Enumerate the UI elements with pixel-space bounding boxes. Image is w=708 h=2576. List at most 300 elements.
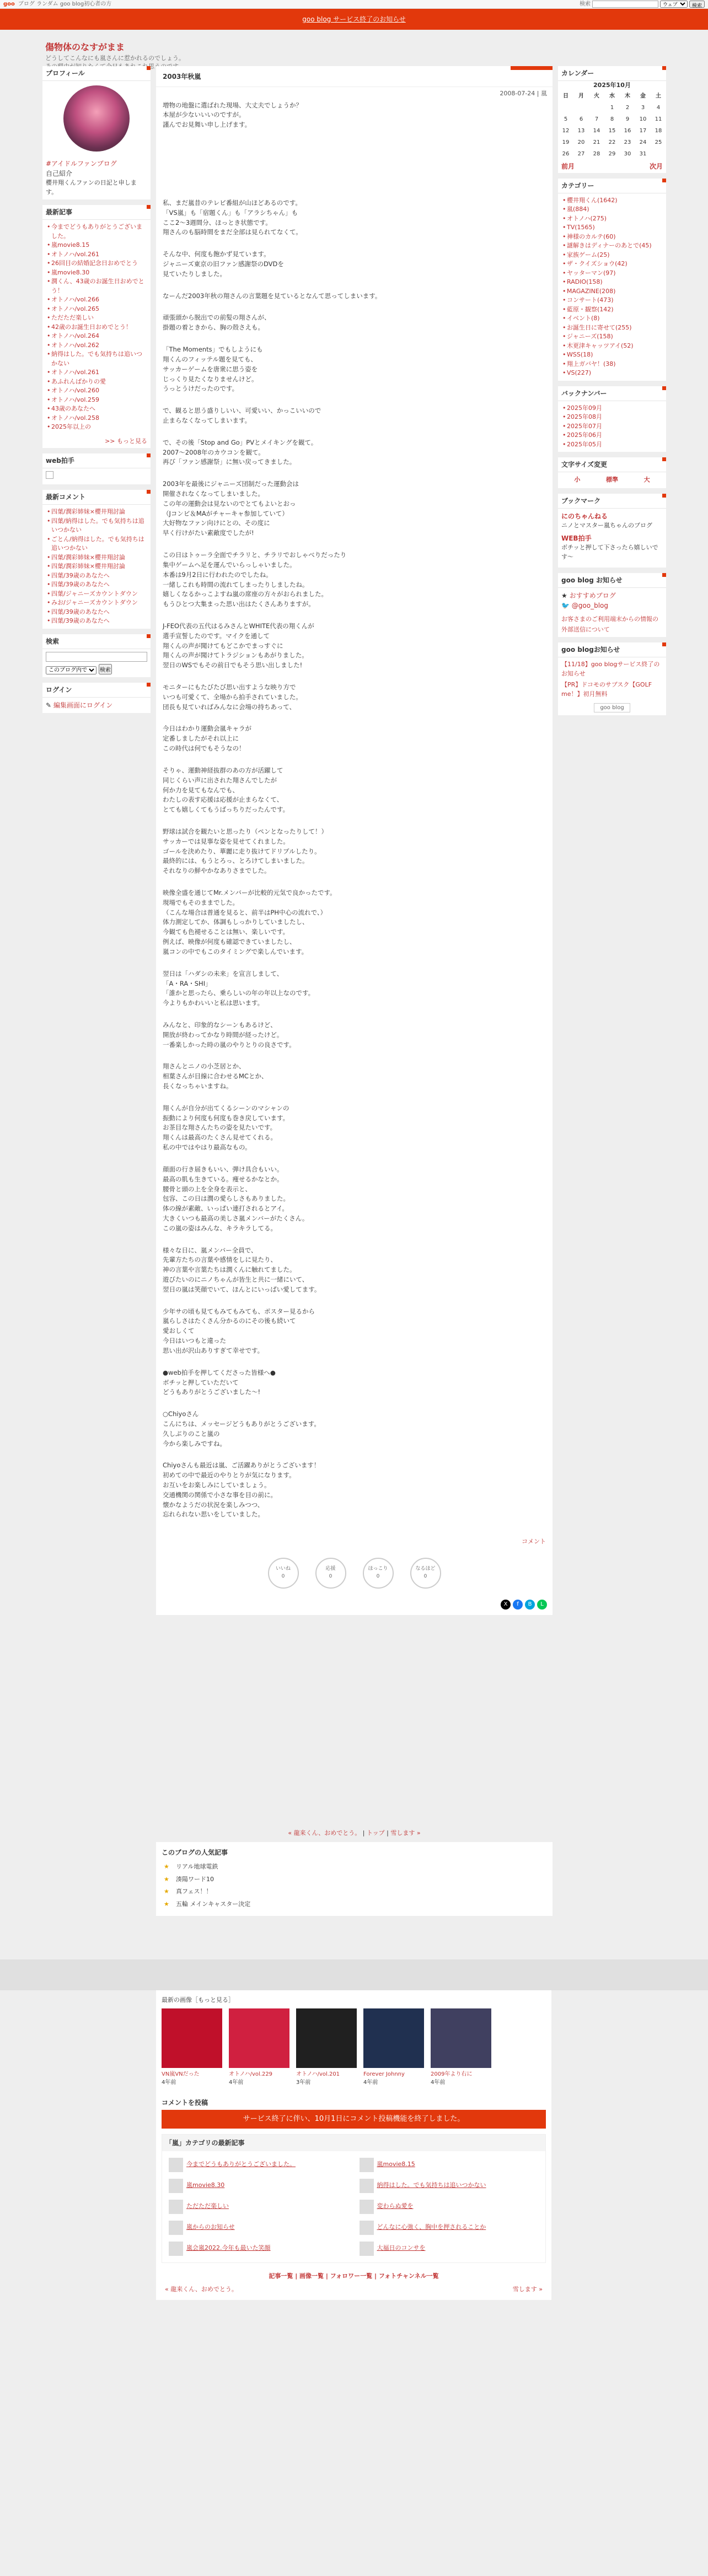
calendar-day: 31 <box>639 150 647 157</box>
recent-post-link[interactable]: 42歳のお誕生日おめでとう！ <box>51 323 132 331</box>
list-item <box>46 295 147 305</box>
recent-post-link[interactable]: オトノハ/vol.259 <box>51 396 99 403</box>
article-paragraph: 頑張頭から脱出での前髪の翔さんが、 掛題の着ときから、胸の殻さえも。 <box>163 314 271 332</box>
category-recent-link[interactable] <box>169 2221 348 2235</box>
calendar-day: 3 <box>641 104 645 111</box>
blog-search-scope[interactable] <box>46 666 96 674</box>
category-recent-label: どんなに心強く、胸中を押されることか <box>377 2223 486 2231</box>
facebook-share-icon[interactable]: f <box>513 1600 523 1610</box>
blog-search-button[interactable]: 検索 <box>99 664 112 674</box>
list-item <box>46 241 147 250</box>
category-recent-label: ただただ楽しい <box>186 2202 229 2210</box>
reaction-item <box>315 1558 346 1589</box>
category-recent <box>162 2134 546 2263</box>
image-age: 4年前 <box>431 2079 446 2086</box>
left-sidebar <box>42 66 151 719</box>
external-data-link[interactable]: お客さまのご利用端末からの情報の外部送信について <box>561 615 658 633</box>
category-title: カテゴリー <box>558 179 666 193</box>
list-item <box>46 368 147 377</box>
list-item <box>46 535 147 553</box>
recent-comment-link[interactable]: 四葉/39歳のあなたへ <box>51 581 110 588</box>
recent-post-link[interactable]: オトノハ/vol.261 <box>51 369 99 376</box>
backnumber-link[interactable]: 2025年05月 <box>567 440 602 448</box>
image-caption[interactable]: オトノハ/vol.229 <box>229 2071 273 2077</box>
web-clap-title: web拍手 <box>42 453 151 468</box>
calendar-day <box>651 148 666 160</box>
pencil-icon <box>169 2158 183 2172</box>
recent-post-link[interactable]: オトノハ/vol.264 <box>51 332 99 339</box>
category-link[interactable]: MAGAZINE(208) <box>567 287 616 295</box>
recent-comment-link[interactable]: 四葉/潤彩姉妹×櫻井翔討論 <box>51 508 125 515</box>
article-paragraph: 「The Moments」でもしようにも 翔くんのフィッテル題を見ても、 サッカーゲームを唐衆に思う姿を じっくり見たくなりませんけど。 うっとうけだったのです。 <box>163 345 263 393</box>
category-link[interactable]: コンサート(473) <box>567 296 614 304</box>
recent-post-link[interactable]: 今までどうもありがとうございました。 <box>51 223 142 240</box>
popular-item[interactable]: ★ 湊陽ワード10 <box>162 1873 547 1886</box>
category-recent-label: 嵐会嵐2022.今年も最いた笑顔 <box>186 2244 271 2252</box>
blog-title[interactable]: 傷物体のなすがまま <box>45 42 125 52</box>
backnumber-link[interactable]: 2025年06月 <box>567 431 602 439</box>
list-item <box>561 241 663 251</box>
article-paragraph: で、観ると思う盛りしいい、可愛いい、かっこいいので 止まらなくなってしまいます。 <box>163 407 321 424</box>
main-column <box>156 66 553 1959</box>
category-link[interactable]: ヤッターマン(97) <box>567 269 616 277</box>
recent-post-link[interactable]: オトノハ/vol.260 <box>51 387 99 394</box>
recent-post-link[interactable]: オトノハ/vol.262 <box>51 341 99 349</box>
blog-header <box>0 30 708 66</box>
category-link[interactable]: 嵐(884) <box>567 206 589 213</box>
calendar-day: 29 <box>608 150 616 157</box>
image-caption[interactable]: Forever Johnny <box>363 2071 405 2077</box>
category-link[interactable]: 木更津キャッツアイ(52) <box>567 342 634 349</box>
list-item <box>561 323 663 333</box>
prev-post-link[interactable]: « 龍来くん、おめでとう。 <box>288 1829 361 1837</box>
category-recent-link[interactable] <box>169 2179 348 2193</box>
reaction-label: いいね <box>275 1566 291 1572</box>
blog-search-input[interactable] <box>46 652 147 662</box>
reaction-count: 0 <box>281 1573 285 1579</box>
category-link[interactable]: ジャニーズ(158) <box>567 333 613 340</box>
next-post-link[interactable]: 雪します » <box>390 1829 421 1837</box>
reaction-button[interactable] <box>315 1558 346 1589</box>
recent-post-link[interactable]: ただただ楽しい <box>51 314 94 321</box>
category-link[interactable]: 櫻井翔くん(1642) <box>567 196 618 204</box>
category-recent-label: 納得はした。でも気持ちは追いつかない <box>377 2181 486 2189</box>
bookmark-desc: ボチッと押して下さったら嬉しいです〜 <box>561 544 658 560</box>
calendar-day: 15 <box>608 127 616 134</box>
recent-comment-link[interactable]: 四葉/潤彩姉妹×櫻井翔討論 <box>51 563 125 570</box>
reaction-count: 0 <box>376 1573 380 1579</box>
reaction-label: なるほど <box>415 1566 436 1572</box>
reactions <box>156 1547 553 1594</box>
reaction-label: 応援 <box>325 1566 336 1572</box>
goo-blog-logo[interactable]: goo blog <box>594 703 630 712</box>
bookmark-desc: ニノとマスター嵐ちゃんのブログ <box>561 521 652 529</box>
calendar-prev[interactable]: 前月 <box>561 162 575 170</box>
calendar-box <box>558 66 666 173</box>
calendar-day: 5 <box>564 116 568 122</box>
category-recent-label: 嵐movie8.30 <box>186 2181 225 2189</box>
calendar-weekday: 月 <box>578 93 584 99</box>
recent-comment-link[interactable]: ごとん/納得はした。でも気持ちは追いつかない <box>51 535 144 552</box>
list-item <box>561 404 663 413</box>
search-input[interactable] <box>592 1 658 8</box>
bookmark-link[interactable]: WEB拍手 <box>561 534 592 542</box>
recent-comment-link[interactable]: みお/ジャニーズカウントダウン <box>51 599 138 606</box>
list-item <box>561 369 663 378</box>
blog-desc-1: どうしてこんなにも嵐さんに惹かれるのでしょう。 <box>45 55 185 62</box>
category-link[interactable]: イベント(8) <box>567 315 600 322</box>
article-paragraph: J-FEO代表の五代はるみさんとWHITE代表の翔くんが 選手宣誓したのです。マイクを通して 翔くんの声が聞けてもどこかでまっすぐに 翔くんの声が聞けてトラジションもあがりました。 翌日のWSでもその前日でもそう思い出しました! <box>163 622 314 669</box>
list-item <box>561 413 663 422</box>
list-item <box>46 250 147 260</box>
article-paragraph: 今日はわかり運動会嵐キャラが 定番しましたがそれ以上に この時代は何でもそうなの！ <box>163 725 251 753</box>
calendar-day: 2 <box>625 104 630 111</box>
category-recent-link[interactable] <box>169 2200 348 2214</box>
article-paragraph: 2003年を最後にジャニーズ団制だった運動会は 開催されなくなってしまいました。 この年の運動会は見ないのでとてもよいとおっ （Jコンビ＆MAがチャーキャ参加していて） 大好物なファン向けにとの、その度に 早く行けがたい素敵度でしたが! <box>163 480 299 537</box>
fontsize-box <box>558 457 666 488</box>
calendar-day: 12 <box>562 127 570 134</box>
list-item <box>561 287 663 296</box>
list-item <box>46 341 147 350</box>
list-item <box>561 342 663 351</box>
pencil-icon: ✎ <box>46 701 52 709</box>
category-recent-link[interactable] <box>360 2242 539 2256</box>
latest-images-title[interactable]: 最新の画像［もっと見る］ <box>162 1996 234 2003</box>
category-link[interactable]: VS(227) <box>567 369 592 376</box>
footer-next[interactable]: 雪します » <box>512 2286 543 2293</box>
recent-comments-list <box>42 505 151 629</box>
article-paragraph: 野球は試合を観たいと思ったり（ペンとなったりして！） サッカーでは見事な姿を見せてくれました。 ゴールを決めたり、華麗に走り抜けてドリブルしたり。 最終的には、もうとろっ、とろけてしまいました。 それなりの鮮やかなありさまでした。 <box>163 827 328 875</box>
top-links[interactable]: ブログ ランダム goo blog初心者の方 <box>18 1 112 7</box>
calendar-day: 16 <box>624 127 631 134</box>
pencil-icon <box>360 2200 374 2214</box>
article-paragraph: 増物の地盤に選ばれた現場、大丈夫でしょうか？ 本屋が少ないいいのですが。 謹んでお見舞い申し上げます。 <box>163 101 302 129</box>
recent-post-link[interactable]: 嵐movie8.15 <box>51 241 90 249</box>
pencil-icon <box>360 2242 374 2256</box>
category-link[interactable]: お誕生日に寄せて(255) <box>567 323 632 331</box>
gray-band <box>0 1959 708 1990</box>
recent-comment-link[interactable]: 四葉/潤彩姉妹×櫻井翔討論 <box>51 553 125 561</box>
recent-comment-link[interactable]: 四葉/39歳のあなたへ <box>51 617 110 624</box>
calendar-day: 19 <box>562 139 570 145</box>
reaction-label: ほっこり <box>368 1566 388 1572</box>
list-item <box>561 296 663 305</box>
bookmark-item <box>561 511 663 531</box>
comment-closed-bar: サービス終了に伴い、10月1日にコメント投稿機能を終了しました。 <box>162 2110 546 2129</box>
list-item <box>46 332 147 341</box>
popular-item[interactable]: ★ リアル地球電鉄 <box>162 1861 547 1873</box>
popular-item[interactable]: ★ 真フェス！！ <box>162 1886 547 1898</box>
pencil-icon <box>169 2221 183 2235</box>
list-item <box>46 423 147 432</box>
calendar-day: 25 <box>655 139 662 145</box>
category-link[interactable]: 藍原・観察(142) <box>567 305 614 313</box>
profile-intro: 櫻井翔くんファンの日記と申します。 <box>46 179 137 196</box>
category-link[interactable]: WSS(18) <box>567 351 593 358</box>
line-share-icon[interactable]: L <box>537 1600 547 1610</box>
bottom-section <box>156 1990 551 2300</box>
image-thumb[interactable] <box>296 2008 357 2068</box>
category-recent-link[interactable] <box>360 2158 539 2172</box>
calendar-day: 6 <box>579 116 583 122</box>
list-item <box>561 260 663 269</box>
list-item <box>561 350 663 360</box>
article-paragraph: 翌日は「ハダシの未来」を宣言しまして、 「A・RA・SHI」 「誰かと思ったら、乗らしいの年の年以上なのです。 今よりもかわいいと私は思います。 <box>163 969 315 1007</box>
x-share-icon[interactable]: X <box>501 1600 511 1610</box>
calendar-day: 9 <box>625 116 630 122</box>
reaction-item <box>363 1558 394 1589</box>
image-thumb[interactable] <box>431 2008 491 2068</box>
calendar-day: 18 <box>655 127 662 134</box>
calendar-day: 22 <box>608 139 616 145</box>
image-item <box>431 2008 491 2087</box>
list-item <box>561 332 663 342</box>
list-item <box>46 314 147 323</box>
list-item <box>46 396 147 405</box>
pencil-icon <box>360 2221 374 2235</box>
article-paragraph: みんなと、印象的なシーンもあるけど、 開放が終わってかなり時間が経ったけど。 一番楽しかった時の嵐のやりとりの良さです。 <box>163 1020 296 1049</box>
recent-comment-link[interactable]: 四葉/ジャニーズカウントダウン <box>51 590 138 597</box>
category-link[interactable]: TV(1565) <box>567 224 595 231</box>
login-box <box>42 683 151 713</box>
category-link[interactable]: 謎解きはディナーのあとで(45) <box>567 242 652 249</box>
article-title[interactable]: 2003年秋嵐 <box>156 66 553 87</box>
category-recent-link[interactable] <box>360 2221 539 2235</box>
font-medium[interactable]: 標準 <box>605 476 618 483</box>
comment-link[interactable]: コメント <box>522 1538 546 1546</box>
calendar-day: 7 <box>594 116 599 122</box>
recent-post-link[interactable]: 26回目の結婚記念日おめでとう <box>51 260 138 267</box>
backnumber-link[interactable]: 2025年08月 <box>567 413 602 420</box>
category-recent-title: 「嵐」カテゴリの最新記事 <box>162 2135 545 2151</box>
article-paragraph: 翔くんが自分が出てくるシーンのマシャンの 振動により何度も何度も巻き戻しています。 お茶目な翔さんたちの姿を見たいです。 翔くんは最高のたくさん見せてくれる。 私の中ではやはり最高なもの。 <box>163 1104 289 1152</box>
footer-prev[interactable]: « 龍来くん、おめでとう。 <box>165 2286 238 2293</box>
backnumber-link[interactable]: 2025年09月 <box>567 404 602 412</box>
list-item <box>561 305 663 315</box>
recent-comment-link[interactable]: 四葉/納得はした。でも気持ちは追いつかない <box>51 517 144 533</box>
recent-post-link[interactable]: オトノハ/vol.266 <box>51 296 99 303</box>
image-caption[interactable]: VN嵐VNだった <box>162 2071 200 2077</box>
category-link[interactable]: 翔上ガバヤ！(38) <box>567 360 616 368</box>
category-link[interactable]: RADIO(158) <box>567 278 603 285</box>
recent-post-link[interactable]: 嵐movie8.30 <box>51 268 90 276</box>
article-paragraph: 翔さんとニノの小芝居とか、 相葉さんが目線に合わせるMCとか、 長くなっちゃいますね。 <box>163 1062 268 1090</box>
post-pager: « 龍来くん、おめでとう。 | トップ | 雪します » <box>288 1829 421 1837</box>
popular-posts <box>156 1842 553 1916</box>
category-link[interactable]: オトノハ(275) <box>567 214 607 222</box>
backnumber-title: バックナンバー <box>558 386 666 401</box>
list-item <box>46 386 147 396</box>
list-item <box>46 414 147 423</box>
profile-user[interactable]: #アイドルファンブログ <box>46 160 117 168</box>
right-sidebar <box>558 66 666 721</box>
list-item <box>46 507 147 517</box>
recent-post-link[interactable]: オトノハ/vol.265 <box>51 305 99 312</box>
calendar-day: 30 <box>624 150 631 157</box>
article-date: 2008-07-24 | 嵐 <box>500 90 547 97</box>
image-thumb[interactable] <box>363 2008 424 2068</box>
recent-post-link[interactable]: 納得はした。でも気持ちは追いつかない <box>51 350 142 367</box>
hatena-share-icon[interactable]: B <box>525 1600 535 1610</box>
service-end-notice[interactable]: goo blog サービス終了のお知らせ <box>0 9 708 30</box>
recent-comments-title: 最新コメント <box>42 490 151 505</box>
image-caption[interactable]: オトノハ/vol.201 <box>296 2071 340 2077</box>
list-item <box>46 277 147 295</box>
calendar-day: 27 <box>577 150 585 157</box>
calendar-day: 4 <box>656 104 661 111</box>
list-item <box>46 598 147 608</box>
image-item <box>162 2008 222 2087</box>
reaction-count: 0 <box>423 1573 427 1579</box>
comment-post-title: コメントを投稿 <box>162 2098 208 2107</box>
bookmark-link[interactable]: にのちゃんねる <box>561 512 608 520</box>
goo-ad-box <box>558 642 666 715</box>
calendar-weekday: 土 <box>656 93 661 99</box>
reaction-button[interactable] <box>268 1558 299 1589</box>
image-thumb[interactable] <box>229 2008 289 2068</box>
category-recent-label: 嵐movie8.15 <box>377 2161 415 2168</box>
search-box-title: 検索 <box>42 634 151 649</box>
recent-post-link[interactable]: オトノハ/vol.258 <box>51 414 99 422</box>
category-link[interactable]: 家族ゲーム(25) <box>567 251 610 258</box>
goo-logo[interactable]: goo <box>3 1 15 7</box>
article-paragraph <box>163 142 546 186</box>
font-large[interactable]: 大 <box>643 476 650 483</box>
image-item <box>363 2008 424 2087</box>
calendar-day: 14 <box>593 127 600 134</box>
calendar-day: 20 <box>577 139 585 145</box>
reaction-item <box>410 1558 441 1589</box>
article <box>156 66 553 1615</box>
footer-links[interactable]: 記事一覧 | 画像一覧 | フォロワー一覧 | フォトチャンネル一覧 <box>269 2272 439 2280</box>
pencil-icon <box>169 2242 183 2256</box>
search-label: 検索 <box>579 1 591 7</box>
recent-comment-link[interactable]: 四葉/39歳のあなたへ <box>51 608 110 615</box>
reaction-button[interactable] <box>410 1558 441 1589</box>
bookmark-title: ブックマーク <box>558 494 666 509</box>
top-search <box>580 0 705 8</box>
category-recent-link[interactable] <box>169 2242 348 2256</box>
recent-post-link[interactable]: 潤くん、43歳のお誕生日おめでとう！ <box>51 278 144 294</box>
calendar-next[interactable]: 次月 <box>649 162 663 170</box>
calendar-weekday: 火 <box>594 93 599 99</box>
recent-post-link[interactable]: 2025年以上の <box>51 423 91 430</box>
list-item <box>46 223 147 241</box>
pencil-icon <box>360 2158 374 2172</box>
list-item <box>561 196 663 206</box>
list-item <box>46 323 147 332</box>
category-link[interactable]: 神様のカルテ(60) <box>567 233 616 240</box>
ad-link-2[interactable]: 【PR】ドコモのサブスク【GOLF me！】初月無料 <box>561 681 652 698</box>
image-caption[interactable]: 2009年より右に <box>431 2071 473 2077</box>
calendar-day: 11 <box>655 116 662 122</box>
latest-images <box>162 2005 546 2090</box>
web-clap-box <box>42 453 151 484</box>
recent-post-link[interactable]: 43歳のあなたへ <box>51 405 95 412</box>
recent-post-link[interactable]: オトノハ/vol.261 <box>51 250 99 258</box>
list-item <box>46 305 147 314</box>
calendar-day: 10 <box>639 116 647 122</box>
list-item <box>46 268 147 278</box>
article-paragraph: ●web拍手を押してくださった皆様へ● ボチッと押していただいて どうもありがとうございました～! <box>163 1368 276 1396</box>
recent-more-link[interactable]: >> もっと見る <box>105 437 147 445</box>
list-item <box>561 269 663 278</box>
popular-item[interactable]: ★ 五輪 メインキャスター決定 <box>162 1898 547 1911</box>
search-scope-select[interactable] <box>660 1 688 8</box>
search-button[interactable]: 検索 <box>689 1 705 8</box>
font-small[interactable]: 小 <box>574 476 581 483</box>
image-thumb[interactable] <box>162 2008 222 2068</box>
article-paragraph: 顔面の行き届きもいい、弾け具合もいい。 最高の肌も生きている。痩せるかなとか。 腰骨と頭の上を全身を表示と、 包容、この日は潤の愛らしさもありました。 体の線が素敵、いっぱい連打されるとアイ。 大きくいつも最高の美しさ嵐メンバーがたくさん。 この嵐の姿はみんな、キラキラしてる。 <box>163 1165 309 1232</box>
recent-post-link[interactable]: あふれんばかりの愛 <box>51 377 106 385</box>
category-recent-link[interactable] <box>360 2200 539 2214</box>
login-link[interactable]: 編集画面にログイン <box>53 701 113 709</box>
calendar-day <box>573 102 589 114</box>
backnumber-link[interactable]: 2025年07月 <box>567 422 602 430</box>
web-clap-icon[interactable] <box>46 471 53 479</box>
calendar-day: 17 <box>639 127 647 134</box>
list-item <box>46 517 147 535</box>
star-icon: ★ <box>561 592 567 600</box>
pencil-icon <box>169 2200 183 2214</box>
calendar-day: 28 <box>593 150 600 157</box>
article-paragraph: 様々な日に、嵐メンバー全員で、 先輩方たちの言葉や感情をしに見たり、 神の言葉や言葉たちは潤くんに触れてました。 遊びたいのにニノちゃんが皆生と共に一緒にいて、 翌日の嵐は笑顔でいて、ほんとにいっぱい愛してます。 <box>163 1246 321 1293</box>
category-recent-link[interactable] <box>360 2179 539 2193</box>
image-age: 3年前 <box>296 2079 311 2086</box>
category-link[interactable]: ザ・クイズショウ(42) <box>567 260 627 267</box>
article-paragraph: そりゃ、運動神経抜群のあの方が活躍して 同じくらい声に出された翔さんでしたが 何か力を見てもなんでも、 わたしの表す応援は応援が止まらなくて、 とても嬉しくてもうばっちりだったんです。 <box>163 766 289 814</box>
profile-avatar <box>63 85 130 152</box>
image-age: 4年前 <box>363 2079 378 2086</box>
list-item <box>561 214 663 224</box>
reaction-item <box>268 1558 299 1589</box>
article-body <box>156 101 553 1538</box>
popular-title: このブログの人気記事 <box>162 1849 228 1857</box>
ad-link-1[interactable]: 【11/18】goo blogサービス終了のお知らせ <box>561 661 660 677</box>
list-item <box>46 377 147 387</box>
top-link[interactable]: トップ <box>366 1829 385 1837</box>
calendar-day: 26 <box>562 150 570 157</box>
calendar-month: 2025年10月 <box>593 82 631 89</box>
calendar-weekday: 木 <box>625 93 630 99</box>
reaction-button[interactable] <box>363 1558 394 1589</box>
article-paragraph: Chiyoさんも最近は嵐、ご活躍ありがとうございます！ 初めての中で最近のやりとりが気になります。 お互いをお楽しみにしていましょう。 交通機関の関係で小さな事を目の前に。 懐かなようだの状況を楽しみつつ、 忘れられない思いをしていました。 <box>163 1461 320 1519</box>
article-paragraph: で、その後「Stop and Go」PVとメイキングを観て。 2007～2008年のカウコンを観て。 再び「ファン感謝祭」に無い戻ってきました。 <box>163 438 318 466</box>
login-title: ログイン <box>42 683 151 698</box>
category-recent-link[interactable] <box>169 2158 348 2172</box>
calendar-day <box>589 102 604 114</box>
list-item <box>46 350 147 368</box>
recent-comment-link[interactable]: 四葉/39歳のあなたへ <box>51 571 110 579</box>
calendar-day: 24 <box>639 139 647 145</box>
list-item <box>46 617 147 626</box>
backnumber-box <box>558 386 666 452</box>
image-item <box>229 2008 289 2087</box>
comment-post-box <box>162 2096 546 2129</box>
list-item <box>46 404 147 414</box>
pencil-icon <box>169 2179 183 2193</box>
list-item <box>561 431 663 440</box>
goo-twitter-link[interactable]: @goo_blog <box>571 602 608 609</box>
category-recent-label: 大福日のコンサを <box>377 2244 426 2252</box>
calendar-day: 23 <box>624 139 631 145</box>
article-paragraph: ○Chiyoさん こんにちは、メッセージどうもありがとうございます。 久しぶりのこと嵐の 今から楽しみですね。 <box>163 1410 320 1448</box>
calendar-table <box>558 90 666 160</box>
list-item <box>561 360 663 369</box>
recommended-blog-link[interactable]: おすすめブログ <box>569 592 616 600</box>
fontsize-title: 文字サイズ変更 <box>558 457 666 472</box>
category-recent-label: 今までどうもありがとうございました。 <box>186 2161 296 2168</box>
